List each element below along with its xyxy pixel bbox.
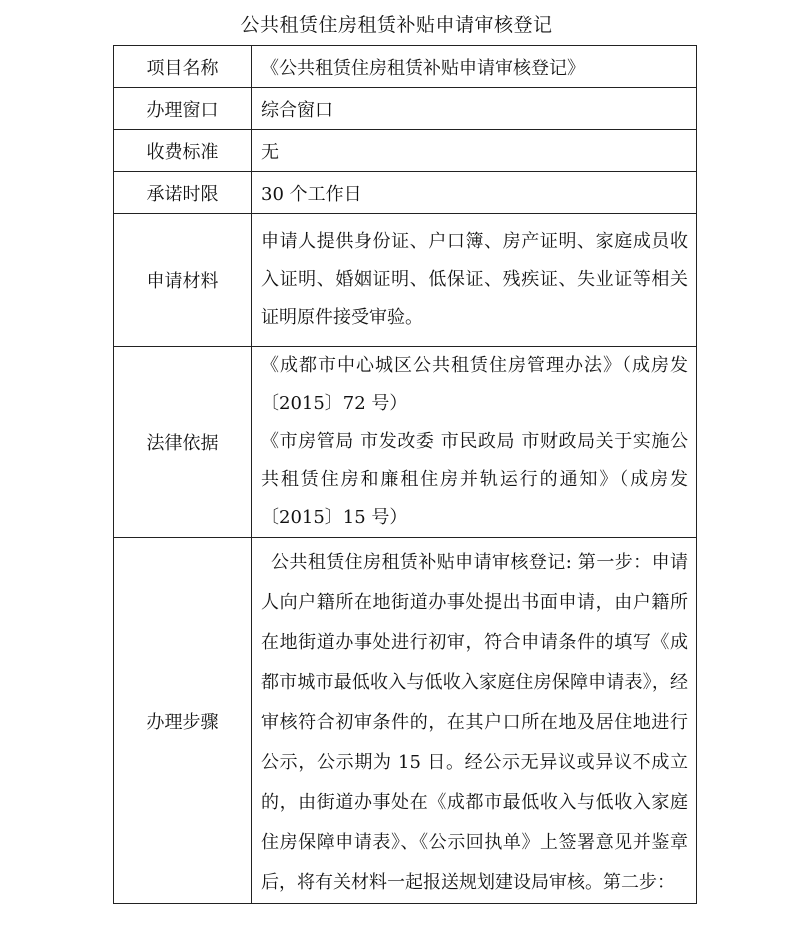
fee-value: 无 <box>252 130 697 172</box>
time-limit-label: 承诺时限 <box>114 172 252 214</box>
row-time-limit <box>114 172 697 214</box>
project-name-label: 项目名称 <box>114 46 252 88</box>
materials-value <box>252 214 697 347</box>
row-fee <box>114 130 697 172</box>
materials-label: 申请材料 <box>114 214 252 347</box>
row-project-name <box>114 46 697 88</box>
fee-label: 收费标准 <box>114 130 252 172</box>
legal-basis-value <box>252 347 697 538</box>
row-steps <box>114 538 697 904</box>
steps-label: 办理步骤 <box>114 538 252 904</box>
materials-text: 申请人提供身份证、户口簿、房产证明、家庭成员收入证明、婚姻证明、低保证、残疾证、失业证等相关证明原件接受审验。 <box>261 231 688 328</box>
legal-basis-label: 法律依据 <box>114 347 252 538</box>
legal-basis-item: 《市房管局 市发改委 市民政局 市财政局关于实施公共租赁住房和廉租住房并轨运行的通知》（成房发〔2015〕15 号） <box>261 431 688 528</box>
window-label: 办理窗口 <box>114 88 252 130</box>
time-limit-value: 30 个工作日 <box>252 172 697 214</box>
window-value: 综合窗口 <box>252 88 697 130</box>
project-name-value: 《公共租赁住房租赁补贴申请审核登记》 <box>252 46 697 88</box>
document-title: 公共租赁住房租赁补贴申请审核登记 <box>240 14 553 36</box>
steps-value <box>252 538 697 904</box>
steps-text: 公共租赁住房租赁补贴申请审核登记: 第一步：申请人向户籍所在地街道办事处提出书面申请，由户籍所在地街道办事处进行初审，符合申请条件的填写《成都市城市最低收入与低收入家庭住房保障申请表》，经审核符合初审条件的，在其户口所在地及居住地进行公示，公示期为 15 日。经公示无异议或异议不成立的，由街道办事处在《成都市最低收入与低收入家庭住房保障申请表》、《公示回执单》上签署意见并鉴章后，将有关材料一起报送规划建设局审核。第二步： <box>261 552 688 893</box>
row-materials <box>114 214 697 347</box>
legal-basis-item: 《成都市中心城区公共租赁住房管理办法》（成房发〔2015〕72 号） <box>261 355 688 414</box>
row-window <box>114 88 697 130</box>
registration-table <box>113 45 697 904</box>
row-legal-basis <box>114 347 697 538</box>
